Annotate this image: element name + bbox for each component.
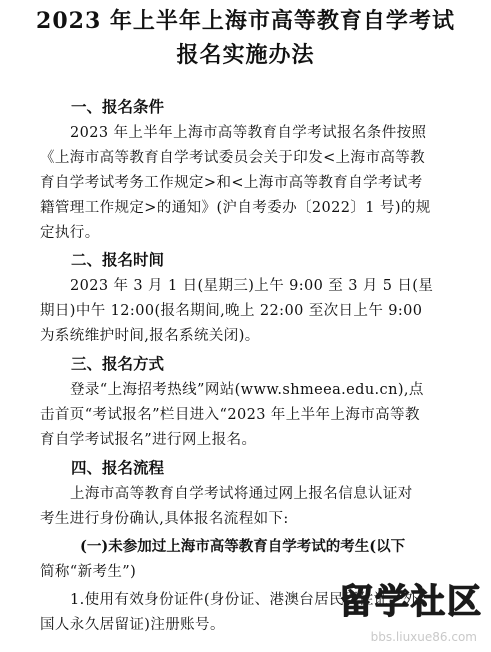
section-heading-process: 四、报名流程 — [71, 458, 165, 477]
paragraph-line: 《上海市高等教育自学考试委员会关于印发<上海市高等教 — [40, 150, 426, 166]
watermark-logo-text: 留学社区 — [339, 582, 483, 622]
paragraph-line: 籍管理工作规定>的通知》(沪自考委办〔2022〕1 号)的规 — [40, 200, 431, 216]
section-heading-conditions: 一、报名条件 — [71, 97, 165, 116]
paragraph-line: 击首页“考试报名”栏目进入“2023 年上半年上海市高等教 — [40, 407, 420, 423]
paragraph-line: 育自学考试报名”进行网上报名。 — [40, 432, 257, 448]
watermark-url: bbs.liuxue86.com — [370, 630, 477, 644]
paragraph-line: 登录“上海招考热线”网站(www.shmeea.edu.cn),点 — [70, 382, 424, 398]
paragraph-line: 育自学考试考务工作规定>和<上海市高等教育自学考试考 — [40, 175, 423, 191]
paragraph-line: 考生进行身份确认,具体报名流程如下: — [40, 511, 289, 527]
section-heading-method: 三、报名方式 — [71, 354, 165, 373]
list-item: 1.使用有效身份证件(身份证、港澳台居民居住证、外 — [70, 592, 419, 608]
subheading-continuation: 简称“新考生”) — [40, 564, 137, 580]
paragraph-line: 上海市高等教育自学考试将通过网上报名信息认证对 — [70, 486, 413, 502]
paragraph-line: 期日)中午 12:00(报名期间,晚上 22:00 至次日上午 9:00 — [40, 303, 423, 319]
list-item-continuation: 国人永久居留证)注册账号。 — [40, 617, 225, 633]
paragraph-line: 2023 年 3 月 1 日(星期三)上午 9:00 至 3 月 5 日(星 — [70, 278, 434, 294]
subheading-new-candidates: (一)未参加过上海市高等教育自学考试的考生(以下 — [80, 538, 406, 555]
paragraph-line: 为系统维护时间,报名系统关闭)。 — [40, 328, 260, 344]
document-title-line1: 2023 年上半年上海市高等教育自学考试 — [36, 8, 455, 34]
document-title-line2: 报名实施办法 — [176, 42, 315, 68]
paragraph-line: 2023 年上半年上海市高等教育自学考试报名条件按照 — [70, 125, 427, 141]
paragraph-line: 定执行。 — [40, 225, 100, 241]
section-heading-time: 二、报名时间 — [71, 250, 165, 269]
